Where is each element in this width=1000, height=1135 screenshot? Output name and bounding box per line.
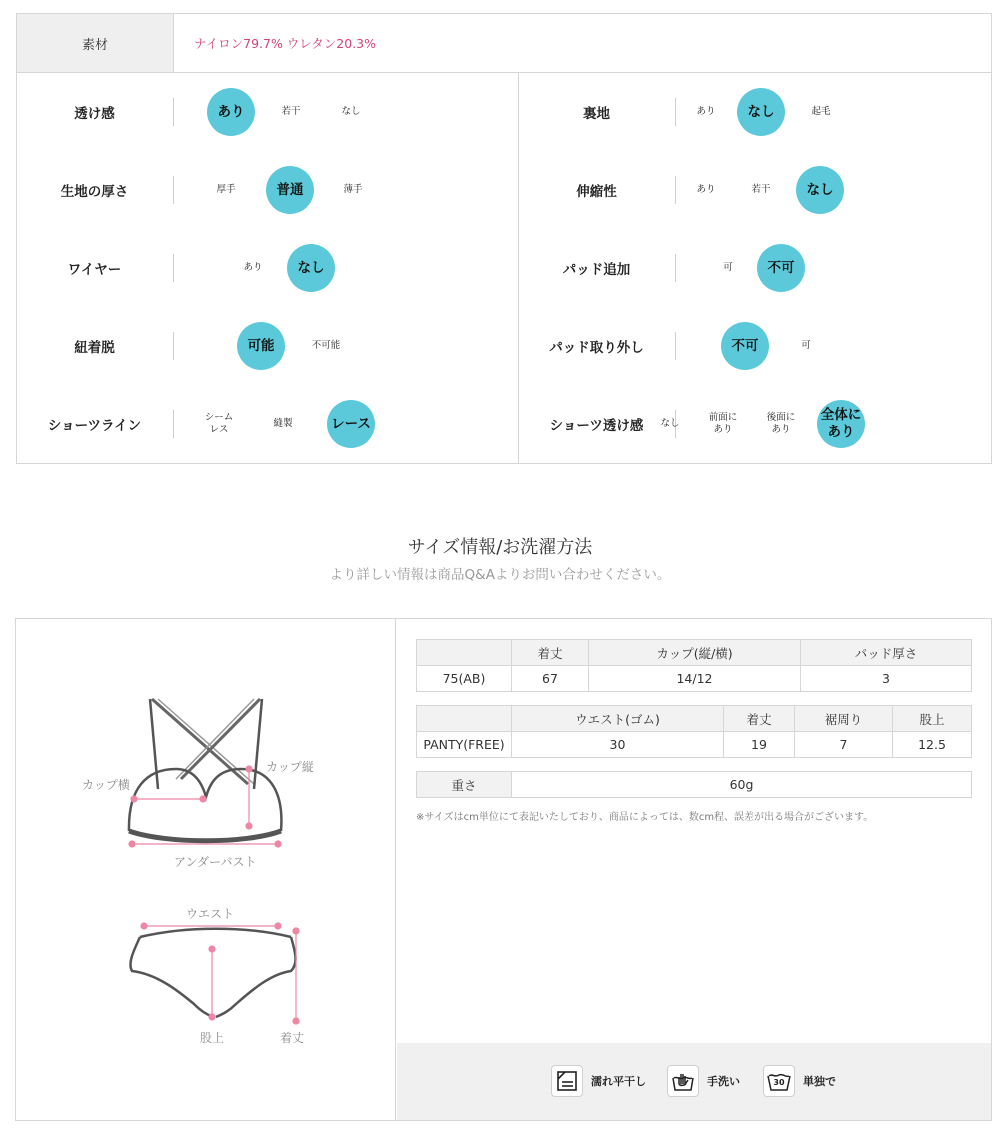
left-attribute-row <box>17 151 489 229</box>
attribute-label: 伸縮性 <box>576 184 617 200</box>
attribute-option: あり <box>243 262 263 273</box>
care-item-wash-30 <box>763 1063 836 1099</box>
table-header: 着丈 <box>512 640 589 666</box>
right-attribute-row <box>519 73 991 151</box>
attribute-option: なし <box>341 106 361 117</box>
rise-label: 股上 <box>200 1031 225 1045</box>
table-row <box>417 666 972 692</box>
table-header: パッド厚さ <box>801 640 972 666</box>
attribute-option: 縫製 <box>273 418 293 429</box>
bra-size-table <box>416 639 972 692</box>
panty-measure-lines <box>141 923 299 1024</box>
attribute-option-selected: あり <box>207 88 255 136</box>
care-instructions <box>397 1043 991 1120</box>
attribute-label: パッド追加 <box>562 262 631 278</box>
material-label: 素材 <box>17 14 174 72</box>
attribute-label: ショーツ透け感 <box>549 418 644 434</box>
cup-width-label: カップ横 <box>82 778 130 792</box>
shade-dry-flat-icon <box>551 1065 583 1097</box>
table-cell: 3 <box>801 666 972 692</box>
attribute-option: 可 <box>723 262 733 273</box>
waist-label: ウエスト <box>186 907 235 921</box>
right-attribute-row <box>519 385 991 463</box>
attribute-separator <box>173 410 174 438</box>
left-attribute-row <box>17 385 489 463</box>
attribute-option-selected: 不可 <box>757 244 805 292</box>
attribute-option-selected: 普通 <box>266 166 314 214</box>
table-header <box>417 706 512 732</box>
attribute-separator <box>173 98 174 126</box>
table-header: 裾周り <box>795 706 893 732</box>
table-header: ウエスト(ゴム) <box>512 706 724 732</box>
section-title: サイズ情報/お洗濯方法 <box>407 537 593 558</box>
attribute-label: 紐着脱 <box>74 340 115 356</box>
attribute-option: あり <box>696 184 716 195</box>
right-attribute-row <box>519 151 991 229</box>
attribute-option: 若干 <box>751 184 771 195</box>
attribute-option: 起毛 <box>811 106 831 117</box>
table-cell: 12.5 <box>893 732 972 758</box>
material-value: ナイロン79.7% ウレタン20.3% <box>194 36 377 51</box>
attribute-option: 若干 <box>281 106 301 117</box>
attribute-option: あり <box>696 106 716 117</box>
attribute-separator <box>675 332 676 360</box>
table-cell: 7 <box>795 732 893 758</box>
attribute-option-selected: なし <box>737 88 785 136</box>
left-attribute-row <box>17 73 489 151</box>
table-header-row <box>417 640 972 666</box>
attribute-option: なし <box>660 418 680 429</box>
attribute-label: 生地の厚さ <box>60 184 129 200</box>
right-attribute-row <box>519 307 991 385</box>
section-subtitle: より詳しい情報は商品Q&Aよりお問い合わせください。 <box>329 567 671 583</box>
panty-diagram <box>130 929 295 1017</box>
attribute-option-selected: 全体に あり <box>817 400 865 448</box>
table-cell: 19 <box>724 732 795 758</box>
table-cell: 14/12 <box>589 666 801 692</box>
attribute-separator <box>675 98 676 126</box>
attribute-label: ショーツライン <box>47 418 142 434</box>
attribute-option: 後面に あり <box>766 412 796 435</box>
attribute-label: ワイヤー <box>67 262 122 278</box>
attribute-label: 透け感 <box>74 106 115 122</box>
weight-table <box>416 771 972 798</box>
care-label: 濡れ平干し <box>591 1075 646 1088</box>
attribute-label: パッド取り外し <box>549 340 644 356</box>
care-item-hand-wash <box>667 1063 740 1099</box>
care-item-shade-dry <box>551 1063 646 1099</box>
under-bust-label: アンダーバスト <box>174 855 257 869</box>
table-header <box>417 640 512 666</box>
attribute-option: 可 <box>801 340 811 351</box>
spec-table <box>16 13 992 464</box>
table-cell: 67 <box>512 666 589 692</box>
attribute-option: 前面に あり <box>708 412 738 435</box>
attribute-separator <box>173 176 174 204</box>
table-cell: 75(AB) <box>417 666 512 692</box>
left-attribute-row <box>17 229 489 307</box>
attribute-option-selected: 不可 <box>721 322 769 370</box>
attribute-option: シーム レス <box>204 412 234 435</box>
size-note: ※サイズはcm単位にて表記いたしており、商品によっては、数cm程、誤差が出る場合がございます。 <box>416 812 874 823</box>
attribute-option-selected: なし <box>796 166 844 214</box>
attribute-separator <box>675 176 676 204</box>
attribute-label: 裏地 <box>583 106 610 122</box>
table-header: カップ(縦/横) <box>589 640 801 666</box>
attribute-option-selected: なし <box>287 244 335 292</box>
cup-height-label: カップ縦 <box>266 760 314 774</box>
wash-temp-text: 30 <box>773 1078 785 1087</box>
attribute-option-selected: レース <box>327 400 375 448</box>
attribute-separator <box>173 254 174 282</box>
panty-size-table <box>416 705 972 758</box>
table-row <box>417 732 972 758</box>
right-attribute-row <box>519 229 991 307</box>
table-header: 股上 <box>893 706 972 732</box>
size-diagram-panel <box>16 619 396 1120</box>
care-label: 単独で <box>803 1075 836 1088</box>
attribute-separator <box>675 254 676 282</box>
hand-wash-icon <box>667 1065 699 1097</box>
attribute-option-selected: 可能 <box>237 322 285 370</box>
length-label: 着丈 <box>280 1031 305 1045</box>
weight-label: 重さ <box>417 772 512 798</box>
bra-diagram <box>129 699 281 841</box>
care-label: 手洗い <box>707 1075 740 1088</box>
attribute-option: 薄手 <box>343 184 363 195</box>
table-cell: PANTY(FREE) <box>417 732 512 758</box>
table-header-row <box>417 706 972 732</box>
attribute-option: 厚手 <box>216 184 236 195</box>
wash-30-icon <box>763 1065 795 1097</box>
table-header: 着丈 <box>724 706 795 732</box>
table-row <box>417 772 972 798</box>
table-cell: 30 <box>512 732 724 758</box>
left-attribute-row <box>17 307 489 385</box>
attribute-separator <box>173 332 174 360</box>
attribute-option: 不可能 <box>311 340 341 351</box>
weight-value: 60g <box>512 772 972 798</box>
material-row <box>17 14 991 73</box>
